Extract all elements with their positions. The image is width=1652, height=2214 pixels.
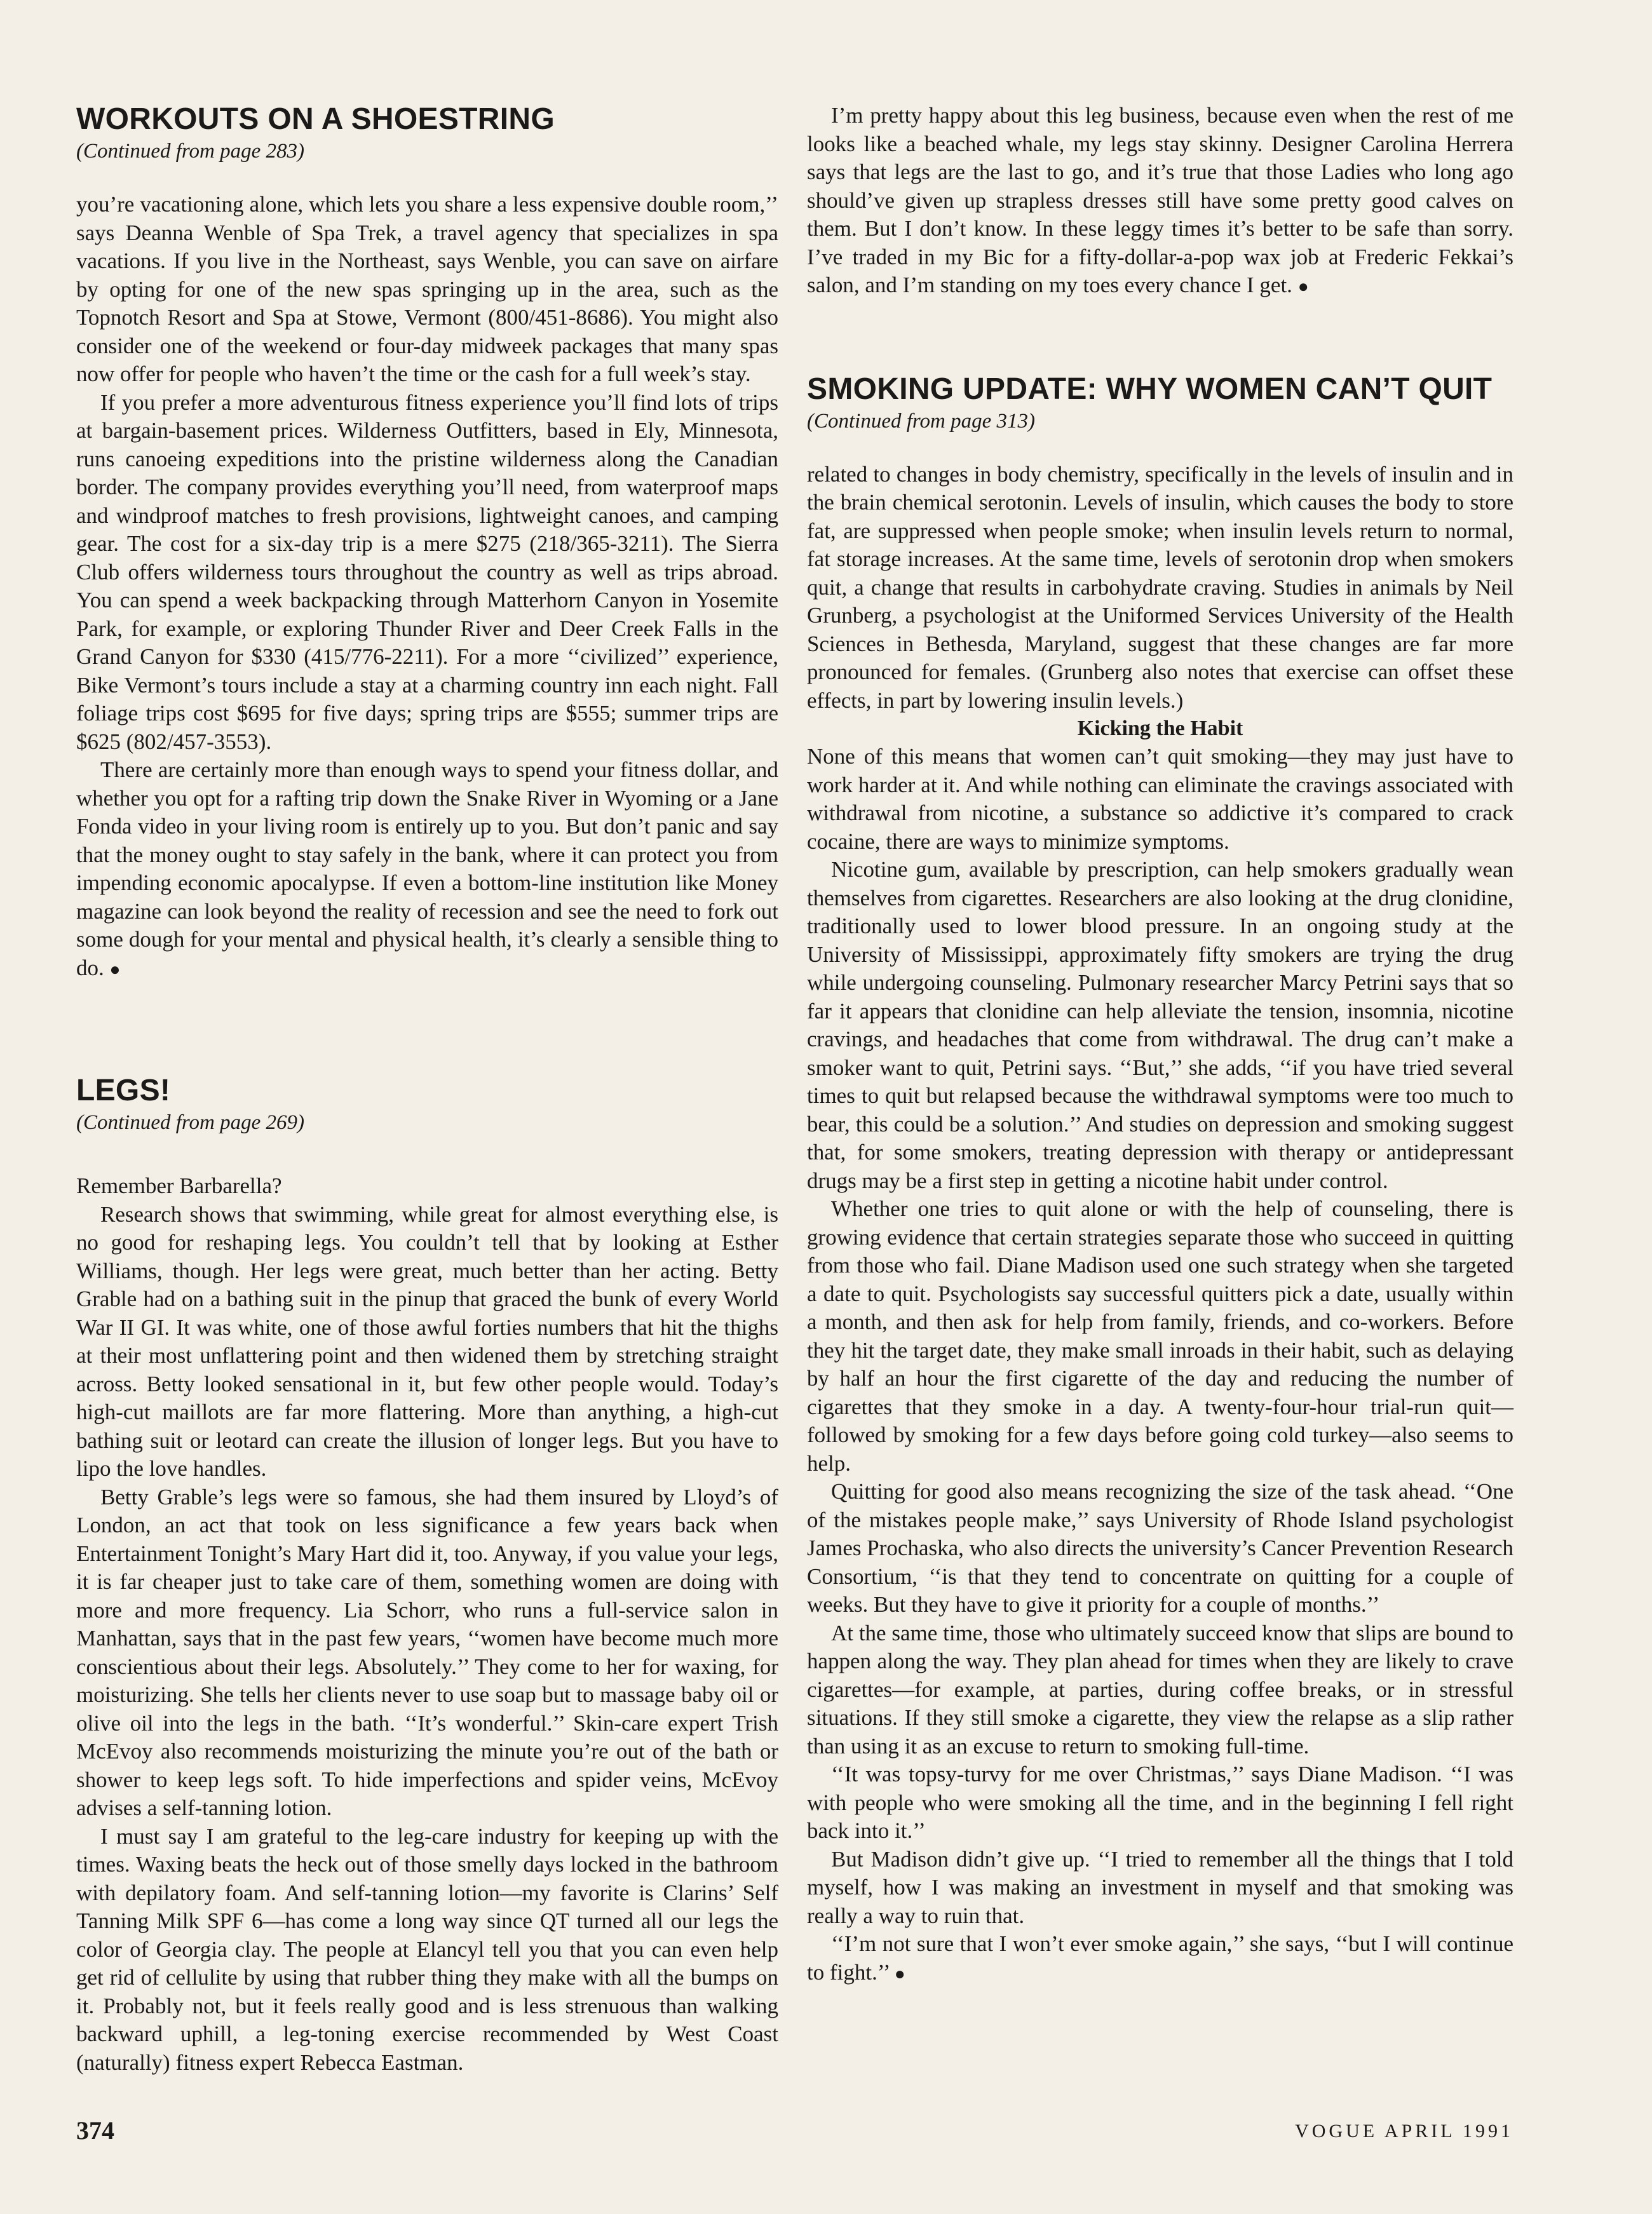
paragraph: Research shows that swimming, while great for almost everything else, is no good for reshaping legs. You couldn’t tell that by looking at Esther Williams, though. Her legs were great, much better than her acting. Betty Grable had on a bathing suit in the pinup that graced the bunk of every World War II GI. It was white, one of those awful forties numbers that hit the thighs at their most unflattering point and then widened them by stretching straight across. Betty looked sensational in it, but few other people would. Today’s high-cut maillots are far more flattering. More than anything, a high-cut bathing suit or leotard can create the illusion of longer legs. But you have to lipo the love handles. (76, 1201, 778, 1481)
paragraph: If you prefer a more adventurous fitness experience you’ll find lots of trips at bargain-basement prices. Wilderness Outfitters, based in Ely, Minnesota, runs canoeing expeditions into the pristine wilderness along the Canadian border. The company provides everything you’ll need, from waterproof maps and windproof matches to fresh provisions, lightweight canoes, and camping gear. The cost for a six-day trip is a mere $275 (218/365-3211). The Sierra Club offers wilderness tours throughout the country as well as trips abroad. You can spend a week backpacking through Matterhorn Canyon in Yosemite Park, for example, or exploring Thunder River and Deer Creek Falls in the Grand Canyon for $330 (415/776-2211). For a more ‘‘civilized’’ experience, Bike Vermont’s tours include a stay at a charming country inn each night. Fall foliage trips cost $695 for five days; spring trips are $555; summer trips are $625 (802/457-3553). (76, 389, 778, 754)
paragraph: ‘‘I’m not sure that I won’t ever smoke again,’’ she says, ‘‘but I will continue to fight.’’ ● (807, 1931, 1513, 1985)
paragraph: Remember Barbarella? (76, 1173, 282, 1198)
end-mark: ● (109, 959, 121, 980)
continued-line: (Continued from page 283) (76, 140, 304, 163)
end-mark: ● (894, 1964, 905, 1984)
article-title: LEGS! (76, 1074, 171, 1107)
right-column (807, 102, 1513, 1988)
paragraph: But Madison didn’t give up. ‘‘I tried to remember all the things that I told myself, how I was making an investment in myself and that smoking was really a way to ruin that. (807, 1846, 1513, 1928)
paragraph: ‘‘It was topsy-turvy for me over Christmas,’’ says Diane Madison. ‘‘I was with people who were smoking all the time, and in the beginning I fell right back into it.’’ (807, 1762, 1513, 1843)
paragraph: At the same time, those who ultimately succeed know that slips are bound to happen along the way. They plan ahead for times when they are likely to crave cigarettes—for example, at parties, during coffee breaks, or in stressful situations. If they still smoke a cigarette, they view the relapse as a slip rather than using it as an excuse to return to smoking full-time. (807, 1620, 1513, 1758)
paragraph: Betty Grable’s legs were so famous, she had them insured by Lloyd’s of London, an act that took on less significance a few years back when Entertainment Tonight’s Mary Hart did it, too. Anyway, if you value your legs, it is far cheaper just to take care of them, something women are doing with more and more frequency. Lia Schorr, who runs a full-service salon in Manhattan, says that in the past few years, ‘‘women have become much more conscientious about their legs. Absolutely.’’ They come to her for waxing, for moisturizing. She tells her clients never to use soap but to massage baby oil or olive oil into the legs in the bath. ‘‘It’s wonderful.’’ Skin-care expert Trish McEvoy also recommends moisturizing the minute you’re out of the bath or shower to keep legs soft. To hide imperfections and spider veins, McEvoy advises a self-tanning lotion. (76, 1484, 778, 1820)
running-footer: VOGUE APRIL 1991 (1295, 2121, 1513, 2142)
end-mark: ● (1297, 277, 1309, 297)
continued-line: (Continued from page 313) (807, 409, 1035, 433)
paragraph: you’re vacationing alone, which lets you share a less expensive double room,’’ says Deanna Wenble of Spa Trek, a travel agency that specializes in spa vacations. If you live in the Northeast, says Wenble, you can save on airfare by opting for one of the new spas springing up in the area, such as the Topnotch Resort and Spa at Stowe, Vermont (800/451-8686). You might also consider one of the weekend or four-day midweek packages that many spas now offer for people who haven’t the time or the cash for a full week’s stay. (76, 192, 778, 386)
paragraph: None of this means that women can’t quit smoking—they may just have to work harder at it. And while nothing can eliminate the cravings associated with withdrawal from nicotine, a substance so addictive it’s compared to crack cocaine, there are ways to minimize symptoms. (807, 744, 1513, 854)
paragraph: There are certainly more than enough ways to spend your fitness dollar, and whether you opt for a rafting trip down the Snake River in Wyoming or a Jane Fonda video in your living room is entirely up to you. But don’t panic and say that the money ought to stay safely in the bank, where it can protect you from impending economic apocalypse. If even a bottom-line institution like Money magazine can look beyond the reality of recession and see the need to fork out some dough for your mental and physical health, it’s clearly a sensible thing to do. ● (76, 757, 778, 980)
paragraph: Quitting for good also means recognizing the size of the task ahead. ‘‘One of the mistakes people make,’’ says University of Rhode Island psychologist James Prochaska, who also directs the university’s Cancer Prevention Research Consortium, ‘‘is that they tend to concentrate on quitting for a couple of weeks. But they have to give it priority for a couple of months.’’ (807, 1479, 1513, 1617)
paragraph: I’m pretty happy about this leg business, because even when the rest of me looks like a beached whale, my legs stay skinny. Designer Carolina Herrera says that legs are the last to go, and it’s true that those Ladies who long ago should’ve given up strapless dresses still have some pretty good calves on them. But I don’t know. In these leggy times it’s better to be safe than sorry. I’ve traded in my Bic for a fifty-dollar-a-pop wax job at Frederic Fekkai’s salon, and I’m standing on my toes every chance I get. ● (807, 103, 1513, 297)
article-smoking (807, 372, 1513, 1989)
article-legs-continued (807, 102, 1513, 302)
page-number: 374 (76, 2116, 114, 2145)
paragraph: I must say I am grateful to the leg-care industry for keeping up with the times. Waxing beats the heck out of those smelly days locked in the bathroom with depilatory foam. And self-tanning lotion—my favorite is Clarins’ Self Tanning Milk SPF 6—has come a long way since QT turned all our legs the color of Georgia clay. The people at Elancyl tell you that you can even help get rid of cellulite by using that rubber thing they make with all the bumps on it. Probably not, but it feels really good and is less strenuous than walking backward uphill, a leg-toning exercise recommended by West Coast (naturally) fitness expert Rebecca Eastman. (76, 1823, 778, 2075)
paragraph: Nicotine gum, available by prescription, can help smokers gradually wean themselves from cigarettes. Researchers are also looking at the drug clonidine, traditionally used to lower blood pressure. In an ongoing study at the University of Mississippi, approximately fifty smokers are trying the drug while undergoing counseling. Pulmonary researcher Marcy Petrini says that so far it appears that clonidine can help alleviate the tension, insomnia, nicotine cravings, and headaches that come from withdrawal. The drug can’t make a smoker want to quit, Petrini says. ‘‘But,’’ she adds, ‘‘if you have tried several times to quit but relapsed because the withdrawal symptoms were too much to bear, this could be a solution.’’ And studies on depression and smoking suggest that, for some smokers, treating depression with therapy or antidepressant drugs may be a first step in getting a nicotine habit under control. (807, 857, 1513, 1193)
article-legs (76, 1073, 778, 2077)
paragraph: related to changes in body chemistry, specifically in the levels of insulin and in the brain chemical serotonin. Levels of insulin, which causes the body to store fat, are suppressed when people smoke; when insulin levels return to normal, fat storage increases. At the same time, levels of serotonin drop when smokers quit, a change that results in carbohydrate craving. Studies in animals by Neil Grunberg, a psychologist at the Uniformed Services University of the Health Sciences in Bethesda, Maryland, suggest that these changes are far more pronounced for females. (Grunberg also notes that exercise can offset these effects, in part by lowering insulin levels.) (807, 461, 1513, 713)
article-title: SMOKING UPDATE: WHY WOMEN CAN’T QUIT (807, 372, 1493, 406)
subheading: Kicking the Habit (1077, 717, 1243, 740)
left-column (76, 102, 778, 2077)
article-workouts (76, 102, 778, 984)
article-title: WORKOUTS ON A SHOESTRING (76, 102, 555, 136)
continued-line: (Continued from page 269) (76, 1111, 304, 1134)
paragraph: Whether one tries to quit alone or with the help of counseling, there is growing evidence that certain strategies separate those who succeed in quitting from those who fail. Diane Madison used one such strategy when she targeted a date to quit. Psychologists say successful quitters pick a date, usually within a month, and then ask for help from family, friends, and co-workers. Before they hit the target date, they make small inroads in their habit, such as delaying by half an hour the first cigarette of the day and reducing the number of cigarettes that they smoke in a day. A twenty-four-hour trial-run quit—followed by smoking for a few days before going cold turkey—also seems to help. (807, 1196, 1513, 1476)
